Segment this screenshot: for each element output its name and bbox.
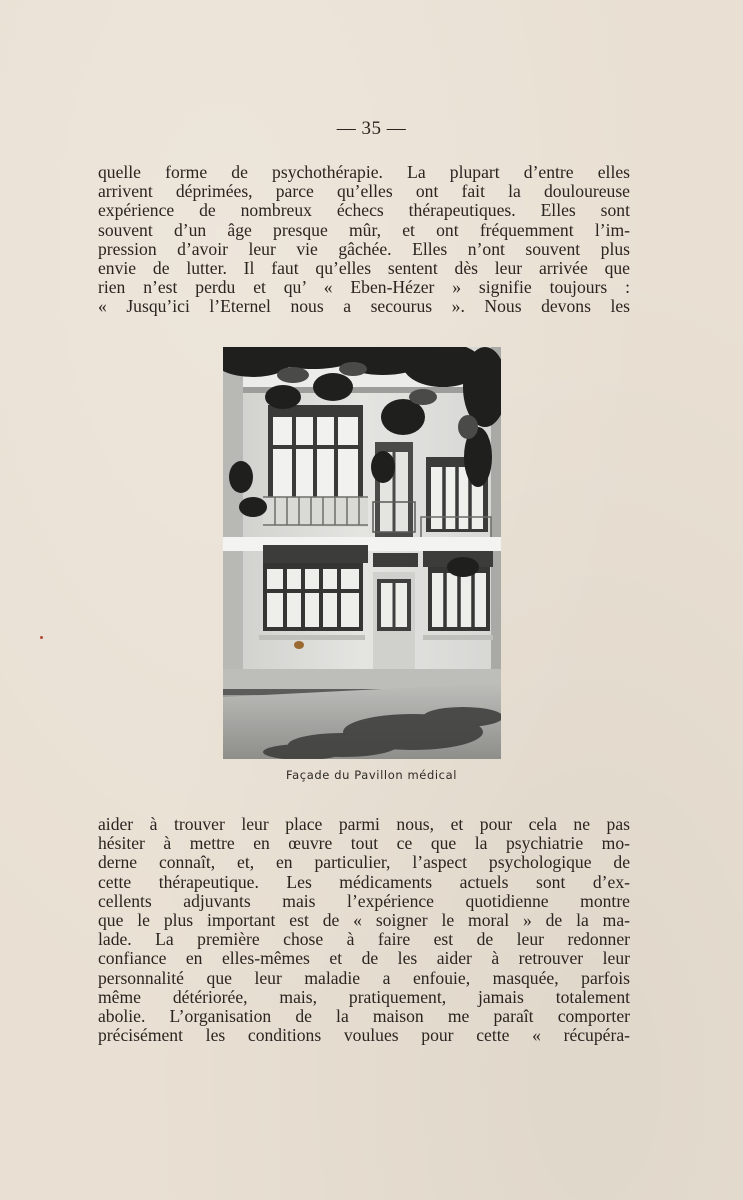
text-line: expérience de nombreux échecs thérapeutiques. Elles sont xyxy=(98,200,630,221)
text-line: que le plus important est de « soigner le moral » de la ma- xyxy=(98,910,630,931)
text-line: aider à trouver leur place parmi nous, et pour cela ne pas xyxy=(98,814,630,834)
text-line: même détériorée, mais, pratiquement, jamais totalement xyxy=(98,986,630,1007)
text-line: confiance en elles-mêmes et de les aider à retrouver leur xyxy=(98,948,630,969)
text-line: cellents adjuvants mais l’expérience quotidienne montre xyxy=(98,890,630,911)
text-line: lade. La première chose à faire est de leur redonner xyxy=(98,929,630,950)
text-line: précisément les conditions voulues pour cette « récupéra- xyxy=(98,1025,630,1046)
text-line: cette thérapeutique. Les médicaments actuels sont d’ex- xyxy=(98,871,630,892)
text-line: « Jusqu’ici l’Eternel nous a secourus ». Nous devons les xyxy=(98,296,630,317)
paper-speck xyxy=(40,636,43,639)
paragraph-bottom xyxy=(98,815,630,1045)
text-line: envie de lutter. Il faut qu’elles sentent dès leur arrivée que xyxy=(98,258,630,279)
text-line: rien n’est perdu et qu’ « Eben-Hézer » signifie toujours : xyxy=(98,277,630,298)
text-line: souvent d’un âge presque mûr, et ont fréquemment l’im- xyxy=(98,219,630,240)
page-number: — 35 — xyxy=(336,118,407,139)
text-line: arrivent déprimées, parce qu’elles ont fait la douloureuse xyxy=(98,181,630,202)
text-line: pression d’avoir leur vie gâchée. Elles n’ont souvent plus xyxy=(98,238,630,259)
facade-photo xyxy=(223,347,501,759)
paragraph-top xyxy=(98,163,630,317)
text-line: quelle forme de psychothérapie. La plupart d’entre elles xyxy=(98,162,630,182)
text-line: personnalité que leur maladie a enfouie, masquée, parfois xyxy=(98,967,630,988)
text-line: hésiter à mettre en œuvre tout ce que la psychiatrie mo- xyxy=(98,833,630,854)
text-line: derne connaît, et, en particulier, l’aspect psychologique de xyxy=(98,852,630,873)
figure-caption: Façade du Pavillon médical xyxy=(285,768,458,782)
text-line: abolie. L’organisation de la maison me paraît comporter xyxy=(98,1006,630,1027)
